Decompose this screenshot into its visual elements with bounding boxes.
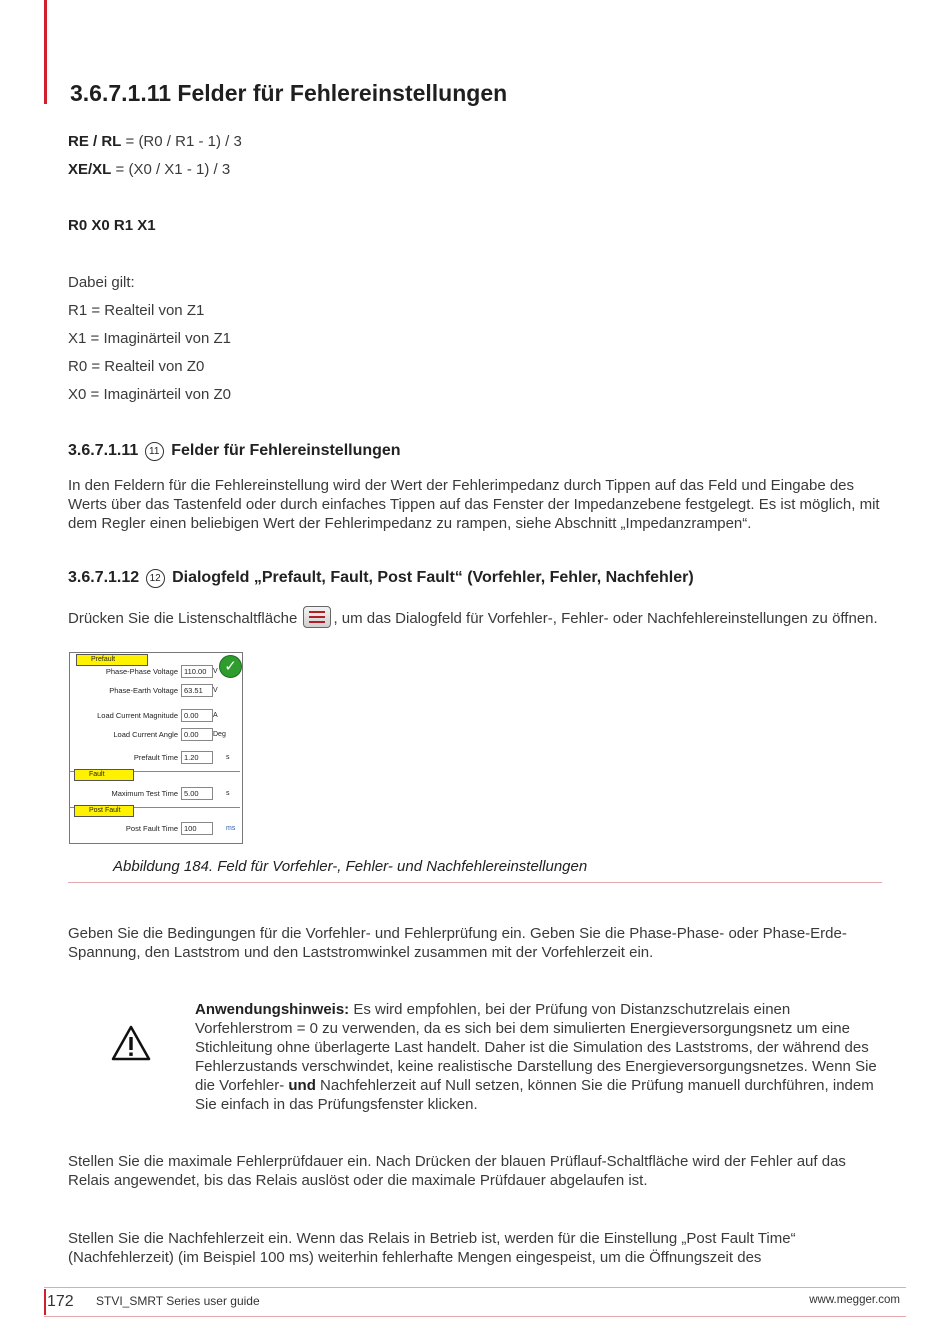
section-11-number: 3.6.7.1.11 — [68, 442, 139, 459]
warning-icon — [110, 1024, 152, 1067]
section-11-title: Felder für Fehlereinstellungen — [171, 442, 401, 459]
definition-x0: X0 = Imaginärteil von Z0 — [68, 386, 232, 403]
load-current-magnitude-input[interactable]: 0.00 — [181, 709, 213, 722]
guide-title: STVI_SMRT Series user guide — [96, 1294, 260, 1308]
conditions-paragraph: Geben Sie die Bedingungen für die Vorfehler- und Fehlerprüfung ein. Geben Sie die Phase-Phase- oder Phase-Erde-Spannung, den Laststrom und den Laststromwinkel zusammen mit der Vorfehlerzeit ein. — [68, 925, 847, 961]
note-text-2: Nachfehlerzeit auf Null setzen, können Sie die Prüfung manuell durchführen, indem Sie einfach in das Prüfungsfenster klicken. — [195, 1077, 874, 1113]
section-11-heading — [68, 442, 401, 461]
prefault-tag: Prefault — [76, 654, 148, 666]
maximum-test-time-input[interactable]: 5.00 — [181, 787, 213, 800]
section-11-circle: 11 — [145, 442, 164, 461]
field-unit: s — [226, 754, 230, 761]
note-label: Anwendungshinweis: — [195, 1001, 350, 1018]
caption-divider — [68, 882, 882, 883]
confirm-check-icon[interactable]: ✓ — [219, 655, 242, 678]
field-label: Load Current Magnitude — [97, 711, 178, 720]
formula-re-rl — [68, 133, 242, 150]
footer-bottom-line — [44, 1316, 906, 1317]
post-fault-tag: Post Fault — [74, 805, 134, 817]
section-12-circle: 12 — [146, 569, 165, 588]
definition-r0: R0 = Realteil von Z0 — [68, 358, 205, 375]
section-12-heading — [68, 569, 694, 588]
field-label: Post Fault Time — [125, 824, 178, 833]
formula-re-rl-expr: = (R0 / R1 - 1) / 3 — [121, 133, 242, 150]
section-12-title: Dialogfeld „Prefault, Fault, Post Fault“ (Vorfehler, Fehler, Nachfehler) — [172, 569, 694, 586]
field-unit: A — [213, 712, 218, 719]
fault-tag: Fault — [74, 769, 134, 781]
formula-re-rl-label: RE / RL — [68, 133, 122, 150]
section-12-body-after: , um das Dialogfeld für Vorfehler-, Fehler- oder Nachfehlereinstellungen zu öffnen. — [333, 610, 878, 627]
page-title: 3.6.7.1.11 Felder für Fehlereinstellungen — [70, 80, 508, 106]
formula-xe-xl — [68, 161, 230, 178]
field-label: Load Current Angle — [113, 730, 178, 739]
field-unit: V — [213, 668, 218, 675]
definition-r1: R1 = Realteil von Z1 — [68, 302, 205, 319]
header-red-bar — [44, 0, 47, 104]
field-label: Maximum Test Time — [111, 789, 178, 798]
footer-top-line — [44, 1287, 906, 1288]
prefault-time-input[interactable]: 1.20 — [181, 751, 213, 764]
figure-caption: Abbildung 184. Feld für Vorfehler-, Fehler- und Nachfehlereinstellungen — [113, 858, 588, 875]
field-unit: Deg — [213, 731, 226, 738]
field-unit: s — [226, 790, 230, 797]
section-12-body — [68, 606, 888, 628]
phase-phase-voltage-input[interactable]: 110.00 — [181, 665, 213, 678]
footer-red-bar — [44, 1289, 46, 1315]
field-label: Phase-Phase Voltage — [105, 667, 178, 676]
field-label: Phase-Earth Voltage — [109, 686, 178, 695]
field-label: Prefault Time — [133, 753, 178, 762]
variables-title: R0 X0 R1 X1 — [68, 217, 156, 234]
section-12-body-before: Drücken Sie die Listenschaltfläche — [68, 610, 302, 627]
section-12-number: 3.6.7.1.12 — [68, 569, 140, 586]
list-button-icon — [303, 606, 331, 628]
post-fault-paragraph: Stellen Sie die Nachfehlerzeit ein. Wenn das Relais in Betrieb ist, werden für die Einstellung „Post Fault Time“ (Nachfehlerzeit) (im Beispiel 100 ms) weiterhin fehlerhafte Mengen eingespeist, um die Öffnungszeit des — [68, 1230, 796, 1266]
page-number: 172 — [47, 1293, 74, 1310]
load-current-angle-input[interactable]: 0.00 — [181, 728, 213, 741]
application-note — [195, 1000, 885, 1114]
website-link[interactable]: www.megger.com — [809, 1294, 900, 1306]
field-unit: V — [213, 687, 218, 694]
definition-x1: X1 = Imaginärteil von Z1 — [68, 330, 232, 347]
prefault-fault-dialog — [69, 652, 243, 844]
post-fault-time-input[interactable]: 100 — [181, 822, 213, 835]
formula-xe-xl-expr: = (X0 / X1 - 1) / 3 — [111, 161, 231, 178]
note-bold-word: und — [288, 1077, 316, 1094]
where-label: Dabei gilt: — [68, 274, 135, 291]
field-unit: ms — [226, 825, 236, 832]
section-11-body: In den Feldern für die Fehlereinstellung wird der Wert der Fehlerimpedanz durch Tippen auf das Feld und Eingabe des Werts über das Tastenfeld oder durch einfaches Tippen auf das Fenster der Impedanzebene festgelegt. Es ist möglich, mit dem Regler einen beliebigen Wert der Fehlerimpedanz zu rampen, siehe Abschnitt „Impedanzrampen“. — [68, 477, 880, 532]
max-duration-paragraph: Stellen Sie die maximale Fehlerprüfdauer ein. Nach Drücken der blauen Prüflauf-Schaltfläche wird der Fehler auf das Relais angewendet, bis das Relais auslöst oder die maximale Prüfdauer abgelaufen ist. — [68, 1153, 846, 1189]
formula-xe-xl-label: XE/XL — [68, 161, 112, 178]
note-text-1: Es wird empfohlen, bei der Prüfung von Distanzschutzrelais einen Vorfehlerstrom = 0 zu verwenden, da es sich bei dem simulierten Energieversorgungsnetz um eine Stichleitung ohne überlagerte Last handelt. Daher ist die Simulation des Laststroms, der während des Fehlerzustands verschwindet, keine realistische Darstellung des Energieversorgungsnetzes. Wenn Sie die Vorfehler- — [195, 1001, 877, 1094]
phase-earth-voltage-input[interactable]: 63.51 — [181, 684, 213, 697]
